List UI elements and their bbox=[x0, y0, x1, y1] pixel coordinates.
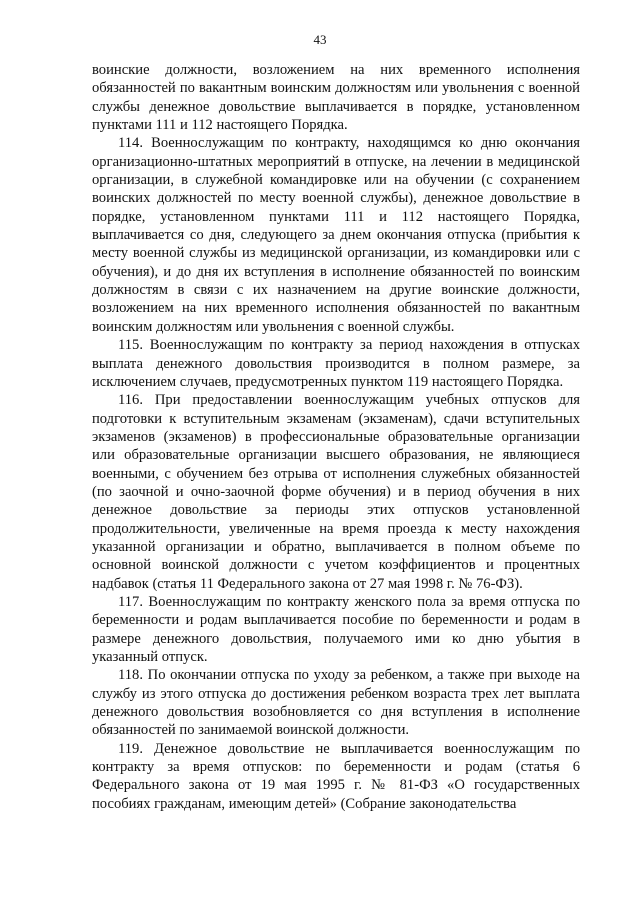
paragraph-117: 117. Военнослужащим по контракту женского пола за время отпуска по беременности и родам выплачивается пособие по беременности и родам в размере денежного довольствия, получаемого ими ко дню убытия в указанный отпуск. bbox=[92, 593, 580, 665]
paragraph-116: 116. При предоставлении военнослужащим учебных отпусков для подготовки к вступительным экзаменам (экзаменам), сдачи вступительных экзаменов (экзаменов) в профессиональные образовательные организации или образовательные организации высшего образования, не являющиеся военными, с обучением без отрыва от исполнения служебных обязанностей (по заочной и очно-заочной форме обучения) и в период обучения в них денежное довольствие за периоды этих отпусков установленной продолжительности, увеличенные на время проезда к месту нахождения указанной организации и обратно, выплачивается в полном объеме по основной воинской должности с учетом коэффициентов и процентных надбавок (статья 11 Федерального закона от 27 мая 1998 г. № 76-ФЗ). bbox=[92, 392, 580, 592]
page-number: 43 bbox=[313, 32, 327, 47]
document-body bbox=[92, 61, 580, 813]
paragraph-119: 119. Денежное довольствие не выплачивается военнослужащим по контракту за время отпусков: по беременности и родам (статья 6 Федерального закона от 19 мая 1995 г. № 81-ФЗ «О государственных пособиях гражданам, имеющим детей» (Собрание законодательства bbox=[92, 740, 580, 812]
paragraph-118: 118. По окончании отпуска по уходу за ребенком, а также при выходе на службу из этого отпуска до достижения ребенком возраста трех лет выплата денежного довольствия возобновляется со дня вступления в исполнение обязанностей по занимаемой воинской должности. bbox=[92, 667, 580, 739]
paragraph-115: 115. Военнослужащим по контракту за период нахождения в отпусках выплата денежного довольствия производится в полном размере, за исключением случаев, предусмотренных пунктом 119 настоящего Порядка. bbox=[92, 337, 580, 390]
paragraph-114: 114. Военнослужащим по контракту, находящимся ко дню окончания организационно-штатных мероприятий в отпуске, на лечении в медицинской организации, в служебной командировке или на обучении (с сохранением воинских должностей по месту военной службы), денежное довольствие в порядке, установленном пунктами 111 и 112 настоящего Порядка, выплачивается со дня, следующего за днем окончания отпуска (прибытия к месту военной службы из медицинской организации, из командировки или с обучения), и до дня их вступления в исполнение обязанностей по воинским должностям в связи с их назначением на другие воинские должности, возложением на них временного исполнения обязанностей по вакантным воинским должностям или увольнения с военной службы. bbox=[92, 135, 580, 335]
paragraph-continuation: воинские должности, возложением на них временного исполнения обязанностей по вакантным воинским должностям или увольнения с военной службы денежное довольствие выплачивается в порядке, установленном пунктами 111 и 112 настоящего Порядка. bbox=[92, 62, 580, 134]
